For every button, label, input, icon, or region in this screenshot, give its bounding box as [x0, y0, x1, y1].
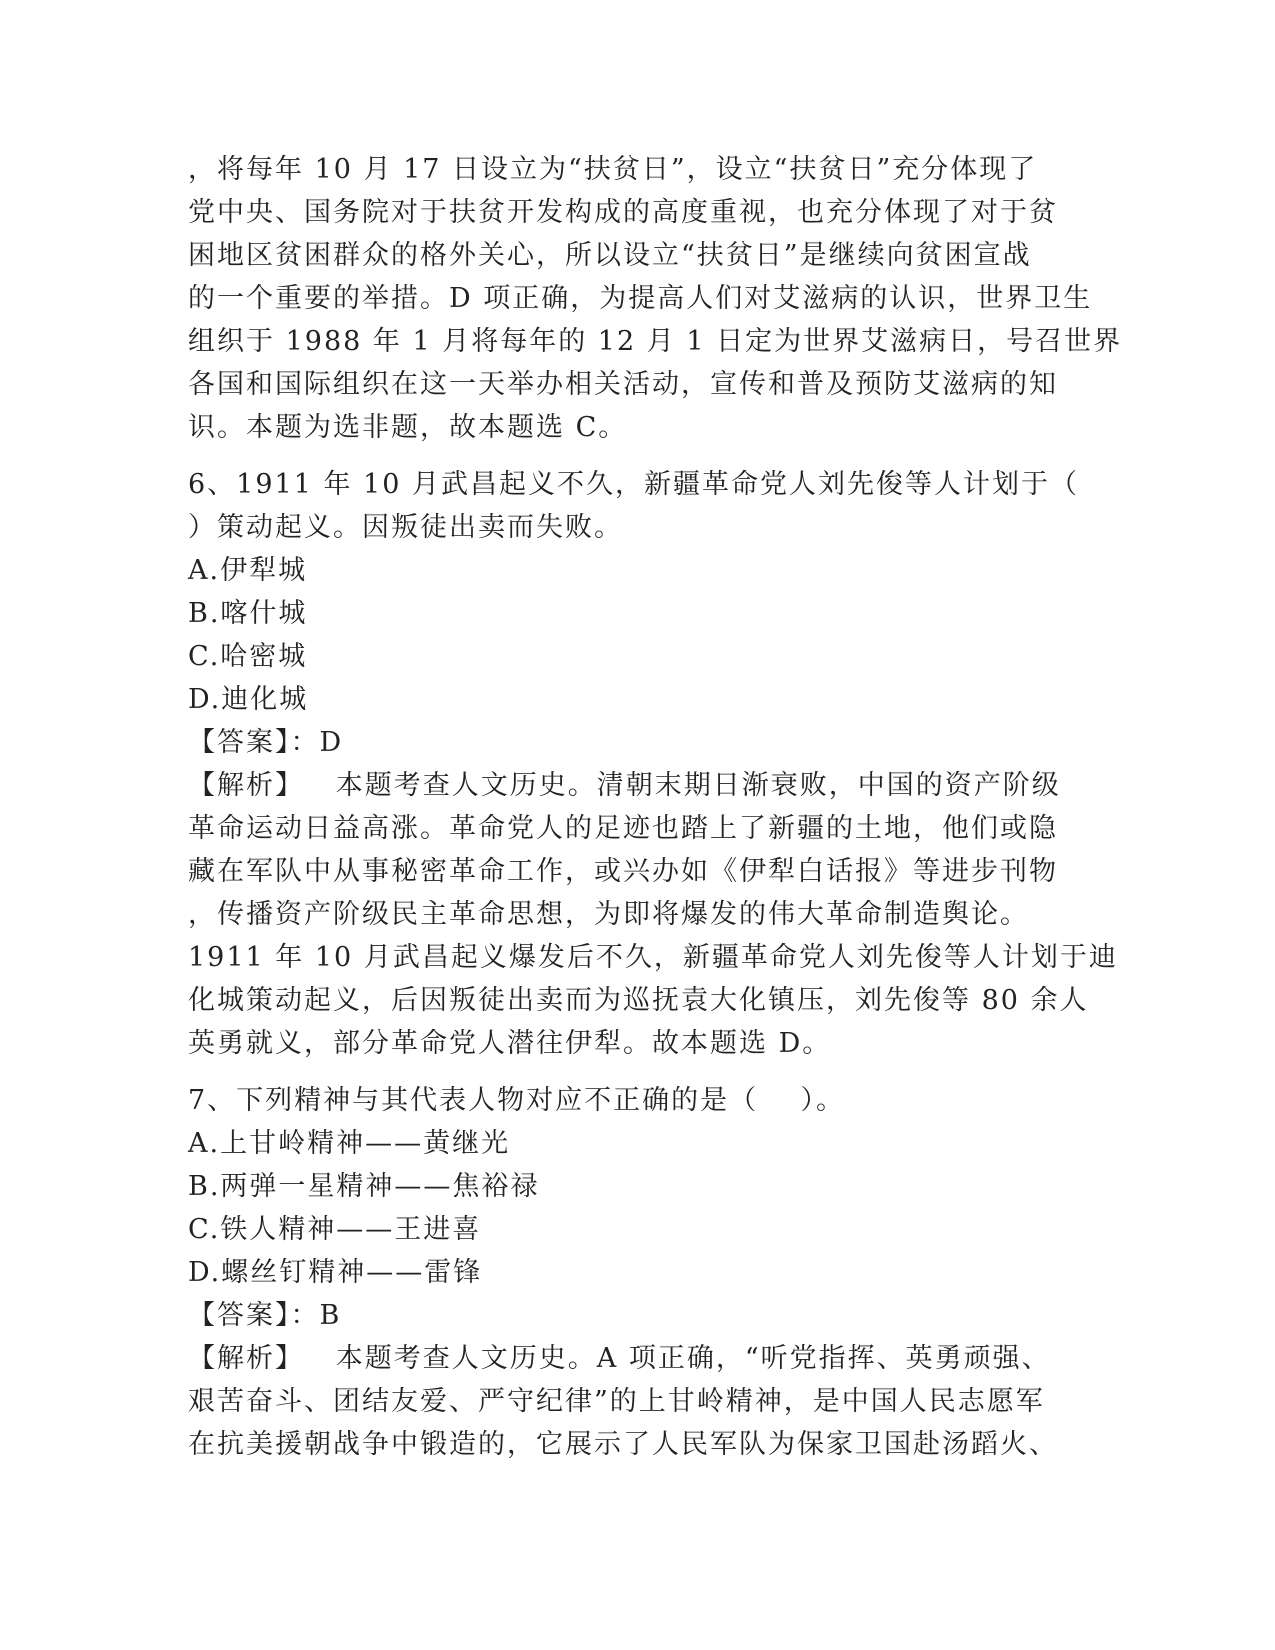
document-page [188, 148, 1123, 1466]
question-stem: ）策动起义。因叛徒出卖而失败。 [188, 512, 623, 543]
analysis-line: 【解析】 本题考查人文历史。A 项正确，“听党指挥、英勇顽强、 [188, 1343, 1051, 1374]
option-a: A.伊犁城 [188, 555, 308, 586]
option-d: D.螺丝钉精神——雷锋 [188, 1257, 483, 1288]
option-c: C.铁人精神——王进喜 [188, 1214, 482, 1245]
question-stem: 6、1911 年 10 月武昌起义不久，新疆革命党人刘先俊等人计划于（ [188, 469, 1079, 500]
analysis-line: 藏在军队中从事秘密革命工作，或兴办如《伊犁白话报》等进步刊物 [188, 856, 1058, 887]
text-line: 困地区贫困群众的格外关心，所以设立“扶贫日”是继续向贫困宣战 [188, 240, 1032, 271]
option-b: B.两弹一星精神——焦裕禄 [188, 1171, 540, 1202]
analysis-line: 革命运动日益高涨。革命党人的足迹也踏上了新疆的土地，他们或隐 [188, 813, 1058, 844]
question-stem: 7、下列精神与其代表人物对应不正确的是（ ）。 [188, 1085, 846, 1116]
analysis-line: 化城策动起义，后因叛徒出卖而为巡抚袁大化镇压，刘先俊等 80 余人 [188, 985, 1089, 1016]
option-d: D.迪化城 [188, 684, 309, 715]
text-line: 识。本题为选非题，故本题选 C。 [188, 412, 628, 443]
text-line: 各国和国际组织在这一天举办相关活动，宣传和普及预防艾滋病的知 [188, 369, 1058, 400]
text-line: ，将每年 10 月 17 日设立为“扶贫日”，设立“扶贫日”充分体现了 [188, 154, 1038, 185]
previous-analysis-continuation [188, 148, 1123, 449]
analysis-line: 英勇就义，部分革命党人潜往伊犁。故本题选 D。 [188, 1028, 832, 1059]
analysis-line: 在抗美援朝战争中锻造的，它展示了人民军队为保家卫国赴汤蹈火、 [188, 1429, 1058, 1460]
option-a: A.上甘岭精神——黄继光 [188, 1128, 511, 1159]
spacer [188, 449, 1093, 463]
text-line: 的一个重要的举措。D 项正确，为提高人们对艾滋病的认识，世界卫生 [188, 283, 1093, 314]
spacer [188, 1065, 1093, 1079]
text-line: 组织于 1988 年 1 月将每年的 12 月 1 日定为世界艾滋病日，号召世界 [188, 326, 1123, 357]
analysis-line: ，传播资产阶级民主革命思想，为即将爆发的伟大革命制造舆论。 [188, 899, 1029, 930]
answer-line: 【答案】：B [188, 1300, 342, 1331]
option-b: B.喀什城 [188, 598, 308, 629]
analysis-line: 艰苦奋斗、团结友爱、严守纪律”的上甘岭精神，是中国人民志愿军 [188, 1386, 1045, 1417]
answer-line: 【答案】：D [188, 727, 344, 758]
analysis-line: 1911 年 10 月武昌起义爆发后不久，新疆革命党人刘先俊等人计划于迪 [188, 942, 1118, 973]
question-6 [188, 463, 1118, 1065]
question-7 [188, 1079, 1093, 1466]
option-c: C.哈密城 [188, 641, 308, 672]
analysis-line: 【解析】 本题考查人文历史。清朝末期日渐衰败，中国的资产阶级 [188, 770, 1061, 801]
text-line: 党中央、国务院对于扶贫开发构成的高度重视，也充分体现了对于贫 [188, 197, 1058, 228]
